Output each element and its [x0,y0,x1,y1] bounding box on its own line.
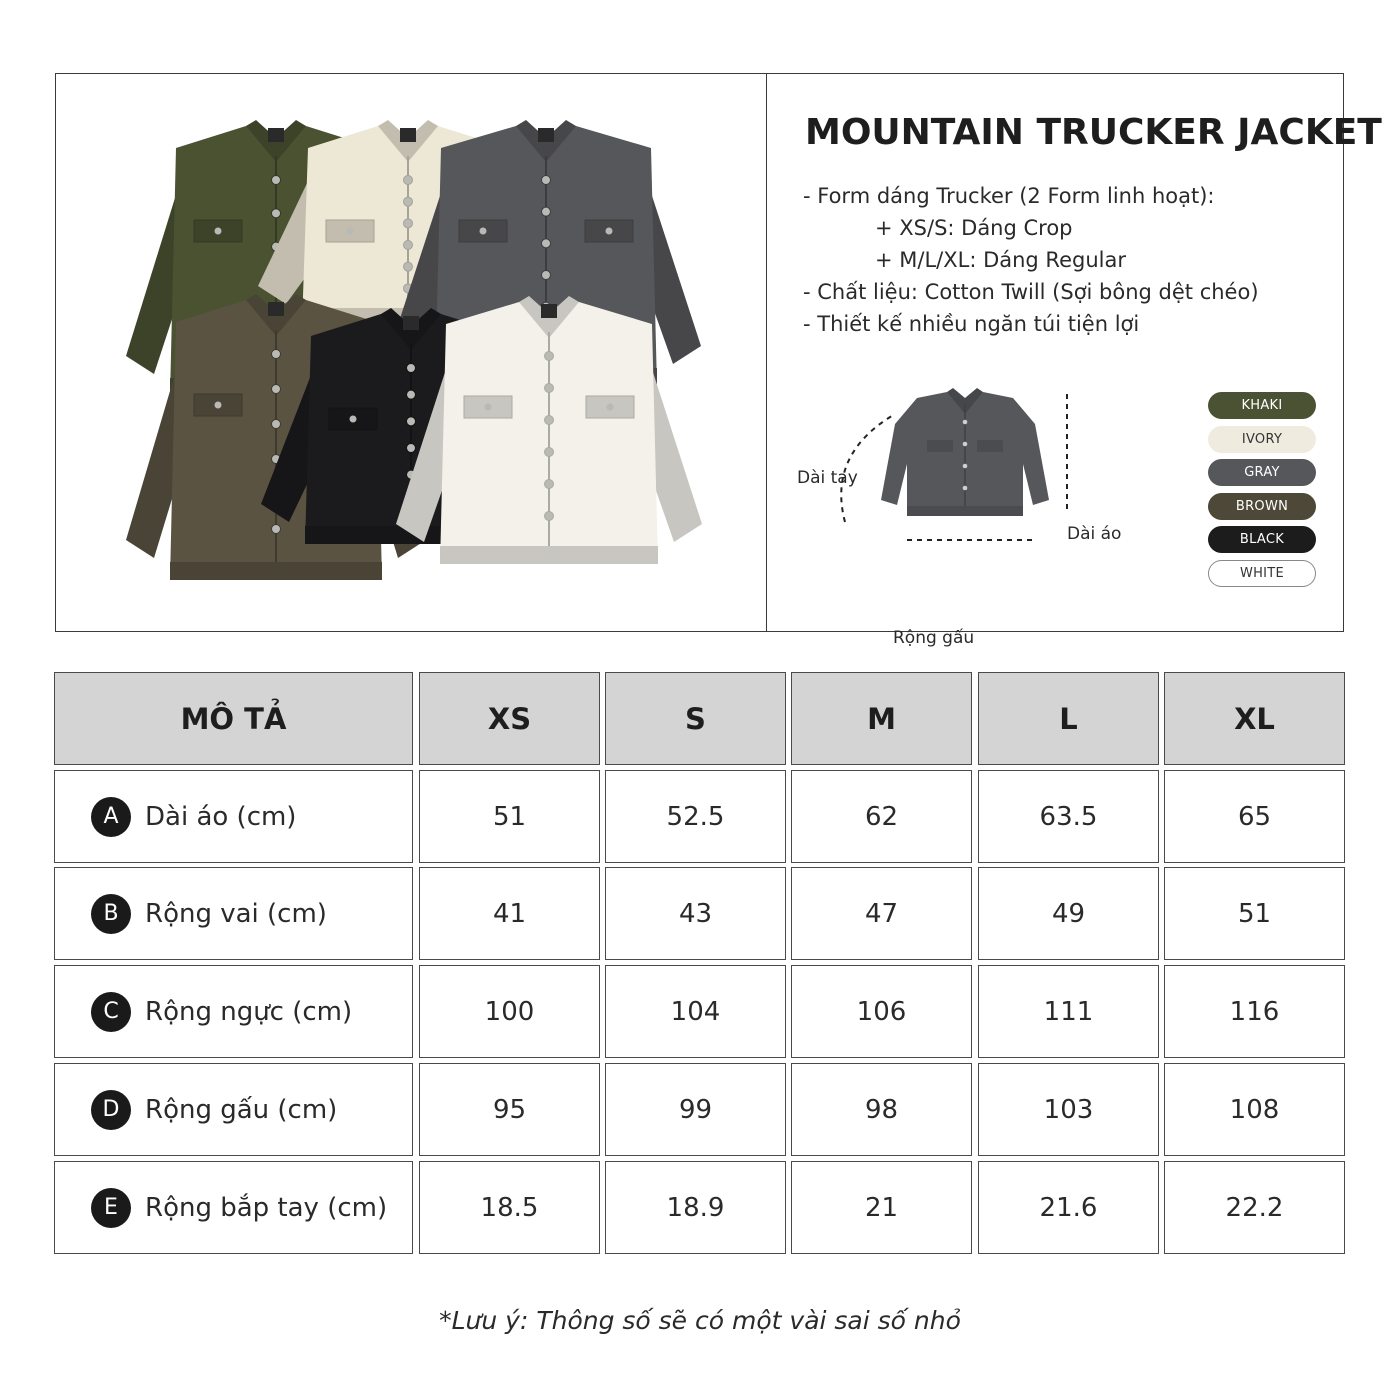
table-cell-value: 22.2 [1164,1161,1345,1254]
product-panel [55,73,1382,648]
swatch-label: BROWN [1235,498,1289,514]
table-row-label [54,770,413,863]
jacket-collage [56,74,766,631]
table-header-size: M [791,672,972,765]
row-letter-badge: B [91,894,131,934]
table-cell-value: 63.5 [978,770,1159,863]
row-label-text: Dài áo (cm) [145,801,297,832]
table-cell-value: 100 [419,965,600,1058]
row-letter-badge: A [91,797,131,837]
table-header-description: MÔ TẢ [54,672,413,765]
table-cell-value: 41 [419,867,600,960]
table-header-size: S [605,672,786,765]
table-cell-value: 99 [605,1063,786,1156]
jacket-collage-image [56,74,766,631]
color-swatch-black[interactable] [1208,526,1316,553]
product-info [767,74,1382,648]
swatch-label: GRAY [1244,465,1280,480]
product-title: MOUNTAIN TRUCKER JACKET [805,112,1382,153]
table-cell-value: 104 [605,965,786,1058]
table-cell-value: 108 [1164,1063,1345,1156]
table-cell-value: 52.5 [605,770,786,863]
table-cell-value: 51 [1164,867,1345,960]
row-label-text: Rộng gấu (cm) [145,1094,338,1125]
table-cell-value: 62 [791,770,972,863]
row-letter-badge: D [91,1090,131,1130]
table-header-size: L [978,672,1159,765]
row-letter-badge: C [91,992,131,1032]
feature-item: - Form dáng Trucker (2 Form linh hoạt): [803,184,1215,208]
table-cell-value: 21.6 [978,1161,1159,1254]
table-header-size: XS [419,672,600,765]
swatch-label: WHITE [1239,565,1285,581]
swatch-label: BLACK [1239,532,1285,547]
row-label-text: Rộng vai (cm) [145,898,327,929]
feature-item: - Thiết kế nhiều ngăn túi tiện lợi [803,312,1140,336]
footer-note: *Lưu ý: Thông số sẽ có một vài sai số nhỏ [439,1306,961,1335]
body-length-label: Dài áo [1067,524,1122,544]
row-label-text: Rộng bắp tay (cm) [145,1192,388,1223]
swatch-label: KHAKI [1241,398,1283,413]
color-swatches [1208,392,1318,593]
table-cell-value: 111 [978,965,1159,1058]
color-swatch-khaki[interactable] [1208,392,1316,419]
table-cell-value: 116 [1164,965,1345,1058]
swatch-label: IVORY [1241,431,1283,447]
hem-width-label: Rộng gấu [893,628,975,648]
feature-item: - Chất liệu: Cotton Twill (Sợi bông dệt chéo) [803,280,1259,304]
color-swatch-ivory[interactable] [1208,426,1316,453]
table-cell-value: 98 [791,1063,972,1156]
table-cell-value: 103 [978,1063,1159,1156]
table-cell-value: 18.5 [419,1161,600,1254]
table-cell-value: 51 [419,770,600,863]
feature-list [803,180,1259,340]
feature-subitem: + XS/S: Dáng Crop [875,216,1073,240]
measurement-jacket-icon [787,374,1147,604]
color-swatch-gray[interactable] [1208,459,1316,486]
table-row-label [54,1063,413,1156]
table-cell-value: 65 [1164,770,1345,863]
color-swatch-white[interactable] [1208,560,1316,587]
table-cell-value: 49 [978,867,1159,960]
row-letter-badge: E [91,1188,131,1228]
table-cell-value: 95 [419,1063,600,1156]
table-header-size: XL [1164,672,1345,765]
table-cell-value: 106 [791,965,972,1058]
sleeve-length-label: Dài tay [797,468,858,488]
table-cell-value: 43 [605,867,786,960]
measurement-diagram [787,374,1147,648]
table-cell-value: 47 [791,867,972,960]
table-cell-value: 21 [791,1161,972,1254]
table-row-label [54,965,413,1058]
color-swatch-brown[interactable] [1208,493,1316,520]
row-label-text: Rộng ngực (cm) [145,996,353,1027]
table-row-label [54,867,413,960]
feature-subitem: + M/L/XL: Dáng Regular [875,248,1126,272]
table-cell-value: 18.9 [605,1161,786,1254]
table-row-label [54,1161,413,1254]
